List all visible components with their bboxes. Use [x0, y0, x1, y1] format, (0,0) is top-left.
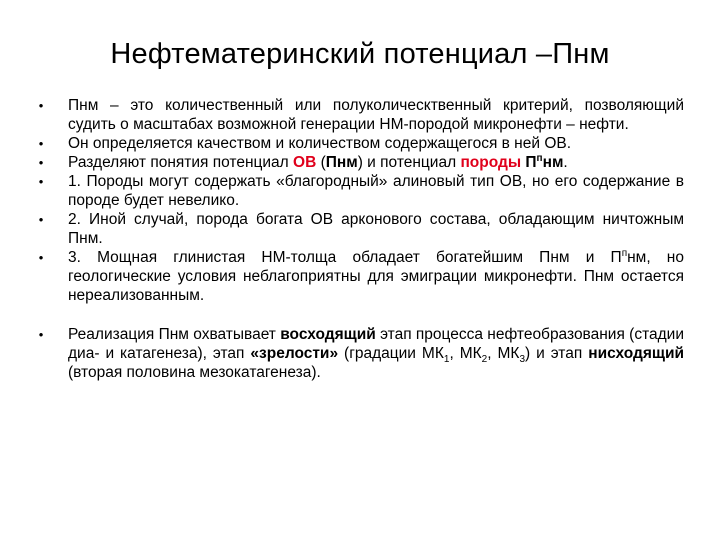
- text-segment: Реализация Пнм охватывает: [68, 326, 281, 343]
- slide-title: Нефтематеринский потенциал –Пнм: [110, 38, 610, 70]
- bullet-marker: •: [38, 155, 44, 170]
- item-text: [68, 154, 568, 171]
- superscript: п: [621, 247, 628, 259]
- subscript: 3: [519, 354, 525, 366]
- item-text: 1. Породы могут содержать «благородный» алиновый тип ОВ, но его содержание в породе будет невелико.: [68, 173, 684, 209]
- bullet-marker: •: [38, 174, 44, 189]
- item-text: 2. Иной случай, порода богата ОВ арконового состава, обладающим ничтожным Пнм.: [68, 211, 684, 247]
- list-item: [36, 172, 684, 210]
- list-item: [36, 210, 684, 248]
- bullet-marker: •: [38, 212, 44, 227]
- item-text: Пнм – это количественный или полуколическтвенный критерий, позволяющий судить о масштабах возможной генерации НМ-породой микронефти – нефти.: [68, 97, 684, 133]
- highlight-voskhodyashchiy: восходящий: [280, 326, 376, 343]
- highlight-zrelosti: «зрелости»: [250, 345, 339, 362]
- text-segment: ) и этап: [525, 345, 589, 362]
- list-item: [36, 153, 684, 172]
- text-segment: , МК: [449, 345, 482, 362]
- text-segment: (градации МК: [338, 345, 444, 362]
- list-item: [36, 248, 684, 305]
- superscript: п: [536, 152, 543, 164]
- highlight-porody: породы: [460, 154, 522, 171]
- bullet-marker: •: [38, 327, 44, 342]
- highlight-pnm: Пнм: [325, 154, 358, 171]
- highlight-p: П: [525, 154, 537, 171]
- list-item: [36, 96, 684, 134]
- text-segment: (: [316, 154, 326, 171]
- highlight-niskhodyashchiy: нисходящий: [588, 345, 685, 362]
- highlight-nm: нм: [542, 154, 564, 171]
- text-segment: , МК: [487, 345, 520, 362]
- text-segment: 3. Мощная глинистая НМ-толща обладает богатейшим Пнм и П: [68, 249, 622, 266]
- text-segment: Разделяют понятия потенциал: [68, 154, 294, 171]
- text-segment: (вторая половина мезокатагенеза).: [68, 364, 321, 381]
- list-item: [36, 325, 684, 382]
- item-text: Он определяется качеством и количеством содержащегося в ней ОВ.: [68, 135, 572, 152]
- text-segment: .: [563, 154, 568, 171]
- bullet-marker: •: [38, 98, 44, 113]
- bullet-marker: •: [38, 136, 44, 151]
- highlight-ov: ОВ: [293, 154, 317, 171]
- item-text: [68, 249, 684, 304]
- text-segment: этап процесса нефтеобразования (стадии диа- и катагенеза), этап: [68, 326, 684, 362]
- list-item: [36, 134, 684, 153]
- text-segment: ) и потенциал: [357, 154, 461, 171]
- bullet-list: [36, 96, 684, 382]
- subscript: 2: [481, 354, 488, 366]
- item-text: [68, 326, 684, 381]
- text-segment: нм, но геологические условия неблагоприятны для эмиграции микронефти. Пнм остается нереализованным.: [68, 249, 684, 304]
- bullet-marker: •: [38, 250, 44, 265]
- subscript: 1: [443, 354, 450, 366]
